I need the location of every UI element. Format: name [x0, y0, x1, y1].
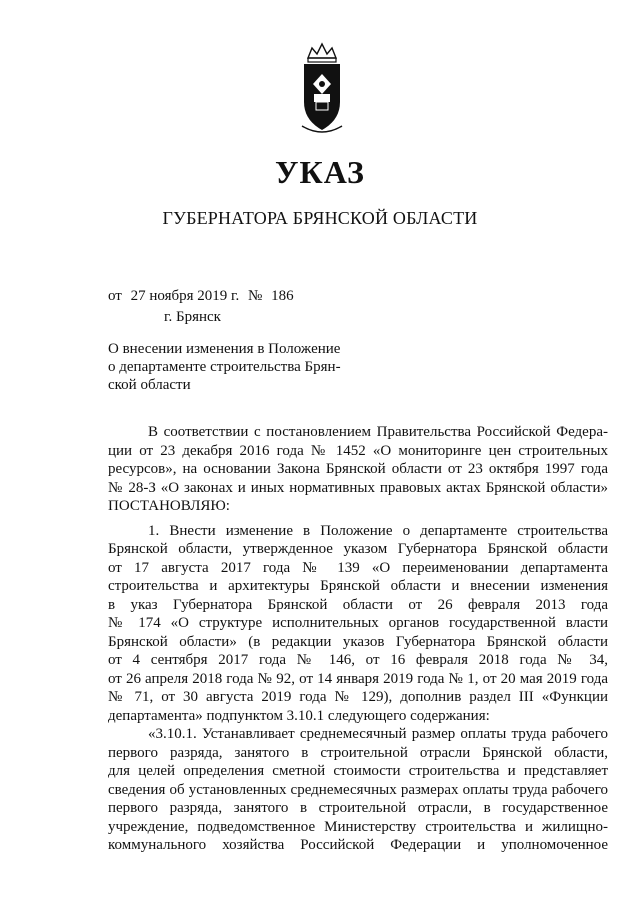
text-line: ресурсов», на основании Закона Брянской области от 23 октября 1997 года — [108, 461, 608, 477]
text-line: первого разряда, занятого в строительной отрасли, в государственное — [108, 800, 608, 816]
item-1-paragraph — [108, 522, 608, 726]
text-line: от 26 апреля 2018 года № 92, от 14 января 2019 года № 1, от 20 мая 2019 года — [108, 670, 608, 687]
document-number: 186 — [271, 288, 294, 304]
text-line: от 17 августа 2017 года № 139 «О переименовании департамента — [108, 559, 608, 576]
document-title: УКАЗ — [275, 154, 365, 190]
text-line: ции от 23 декабря 2016 года № 1452 «О мониторинге цен строительных — [108, 442, 608, 459]
text-line: строительства и архитектуры Брянской области и внесении изменения — [108, 578, 608, 594]
document-subtitle: ГУБЕРНАТОРА БРЯНСКОЙ ОБЛАСТИ — [162, 208, 478, 228]
quote-paragraph — [108, 725, 608, 855]
text-line: В соответствии с постановлением Правительства Российской Федера- — [148, 424, 608, 440]
text-line: для целей определения сметной стоимости строительства и представляет — [108, 763, 608, 779]
text-line: коммунального хозяйства Российской Федерации и уполномоченное — [108, 837, 608, 853]
document-body — [108, 423, 608, 855]
text-line: Брянской области» (в редакции указов Губернатора Брянской области — [108, 633, 608, 650]
text-line: учреждение, подведомственное Министерству строительства и жилищно- — [108, 818, 608, 835]
text-line: ПОСТАНОВЛЯЮ: — [108, 498, 230, 514]
text-line: первого разряда, занятого в строительной отрасли Брянской области, — [108, 744, 608, 761]
text-line: в указ Губернатора Брянской области от 26 февраля 2013 года — [108, 596, 608, 613]
subject-line: о департаменте строительства Брян- — [108, 359, 341, 375]
coat-of-arms-icon — [298, 42, 346, 138]
text-line: сведения об установленных среднемесячных размерах оплаты труда рабочего — [108, 781, 608, 798]
text-line: «3.10.1. Устанавливает среднемесячный размер оплаты труда рабочего — [148, 726, 608, 742]
preamble-paragraph — [108, 423, 608, 516]
document-date: 27 ноября 2019 г. — [130, 288, 240, 304]
text-line: № 174 «О структуре исполнительных органов государственной власти — [108, 615, 608, 631]
text-line: от 4 сентября 2017 года № 146, от 16 февраля 2018 года № 34, — [108, 652, 608, 668]
text-line: № 71, от 30 августа 2019 года № 129), дополнив раздел III «Функции — [108, 689, 608, 705]
text-line: Брянской области, утвержденное указом Губернатора Брянской области — [108, 541, 608, 557]
text-line: 1. Внести изменение в Положение о департаменте строительства — [148, 522, 608, 539]
subject-line: ской области — [108, 377, 191, 393]
text-line: департамента» подпунктом 3.10.1 следующего содержания: — [108, 707, 490, 724]
number-sign: № — [248, 288, 263, 304]
subject-block — [108, 340, 348, 394]
subject-line: О внесении изменения в Положение — [108, 341, 341, 357]
date-prefix: от — [108, 288, 122, 304]
text-line: № 28-З «О законах и иных нормативных правовых актах Брянской области» — [108, 479, 608, 496]
date-line — [108, 289, 294, 304]
city-line: г. Брянск — [164, 309, 221, 325]
